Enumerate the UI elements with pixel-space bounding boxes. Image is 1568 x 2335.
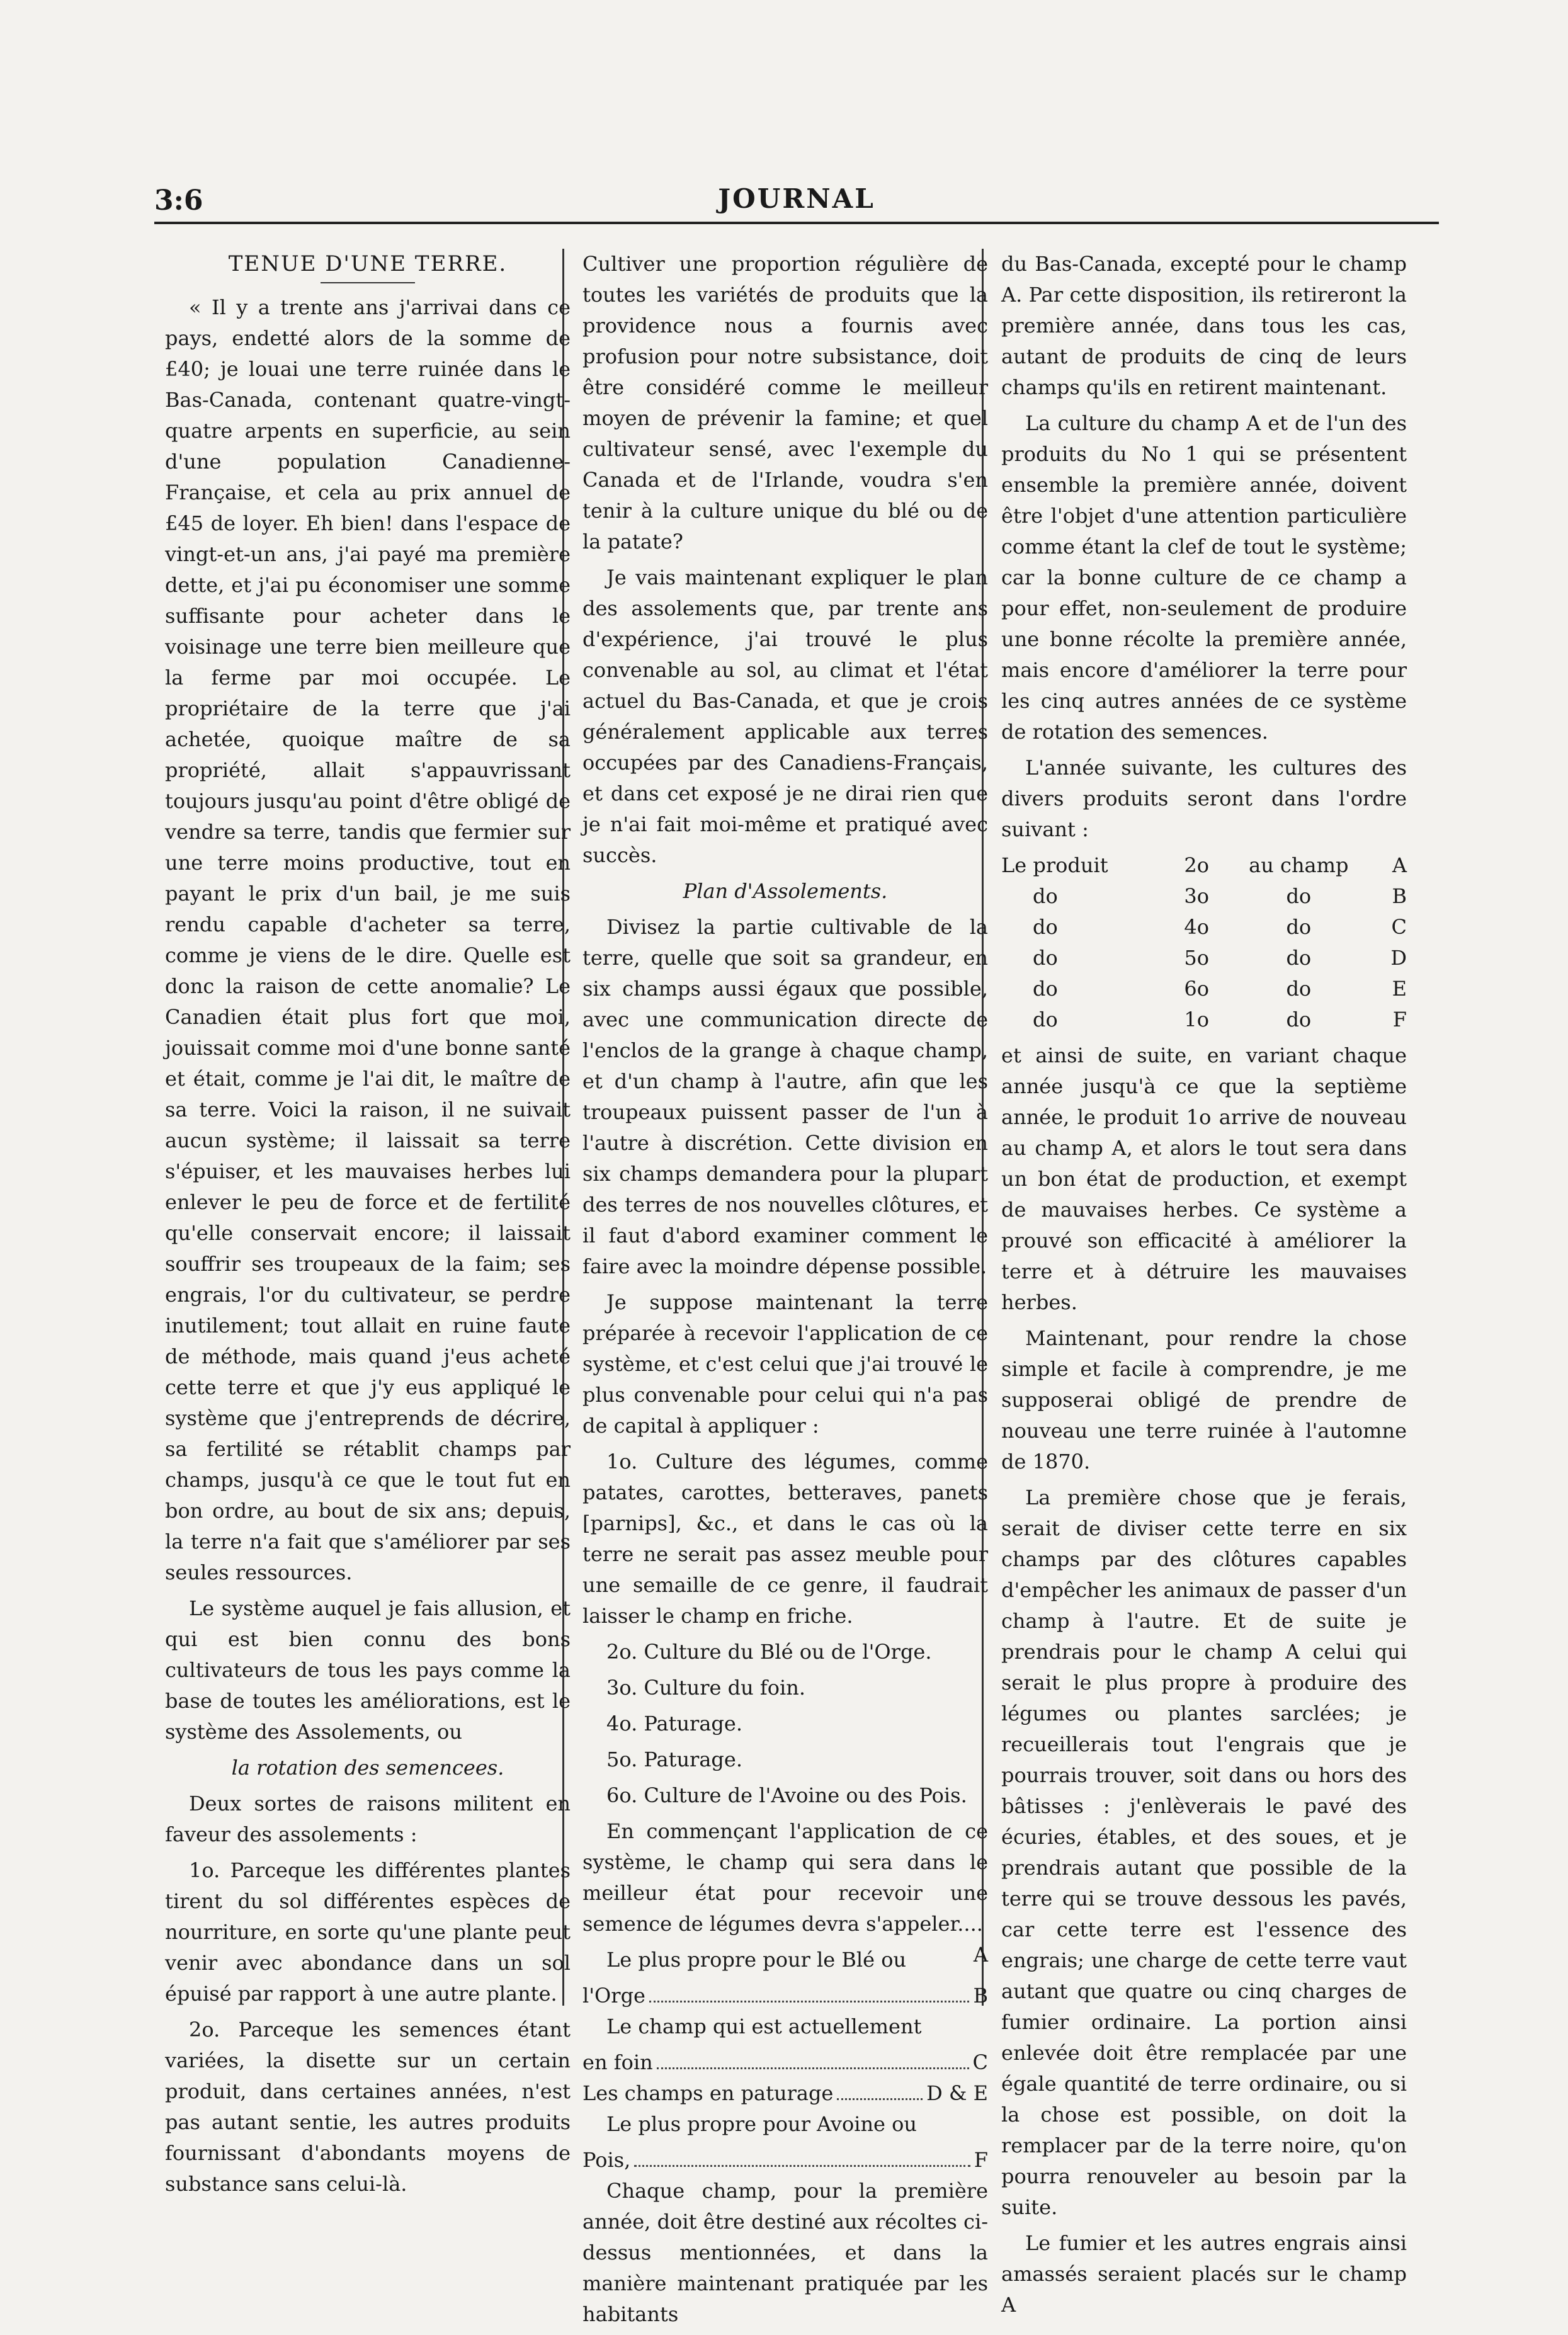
table-cell: F	[1392, 1008, 1407, 1031]
paragraph: Le fumier et les autres engrais ainsi amassés seraient placés sur le champ A	[1001, 2231, 1407, 2317]
leader-dots	[837, 2098, 923, 2100]
leader-dots	[649, 2001, 970, 2003]
column-3	[1001, 249, 1407, 2326]
leader-label: en foin	[582, 2050, 653, 2074]
table-cell: do	[1286, 977, 1312, 1001]
table-cell: 3o	[1184, 884, 1210, 908]
table-row	[1001, 974, 1407, 1004]
list-item: 1o. Culture des légumes, comme patates, carottes, betteraves, panets [parnips], &c., et dans le cas où la terre ne serait pas assez meuble pour une semaille de ce genre, il faudrait laisser le champ en friche.	[582, 1450, 988, 1628]
table-row	[1001, 881, 1407, 912]
paragraph: La première chose que je ferais, serait de diviser cette terre en six champs par des clôtures capables d'empêcher les animaux de passer d'un champ à l'autre. Et de suite je prendrais pour le champ A celui qui serait le plus propre à produire des légumes ou plantes sarclées; je recueillerais tout l'engrais que je pourrais trouver, soit dans ou hors des bâtisses : j'enlèverais le pavé des écuries, étables, et des soues, et je prendrais autant que possible de la terre qui se trouve dessous les pavés, car cette terre est l'essence des engrais; une charge de cette terre vaut autant que quatre ou cinq charges de fumier ordinaire. La portion ainsi enlevée doit être remplacée par une égale quantité de terre ordinaire, ou si la chose est possible, on doit la remplacer par de la terre noire, qu'on pourra renouveler au besoin par la suite.	[1001, 1486, 1407, 2219]
paragraph: Cultiver une proportion régulière de toutes les variétés de produits que la providence nous a fournis avec profusion pour notre subsistance, doit être considéré comme le meilleur moyen de prévenir la famine; et quel cultivateur sensé, avec l'exemple du Canada et de l'Irlande, voudra s'en tenir à la culture unique du blé ou de la patate?	[582, 252, 988, 554]
leader-line: Le plus propre pour Avoine ou	[606, 2112, 918, 2136]
field-key: B	[973, 1984, 988, 2008]
paragraph: L'année suivante, les cultures des divers produits seront dans l'ordre suivant :	[1001, 756, 1407, 841]
field-key: F	[974, 2148, 988, 2172]
section-subtitle: la rotation des semencees.	[231, 1756, 504, 1780]
table-cell: do	[1033, 977, 1058, 1001]
list-item: 3o. Culture du foin.	[606, 1676, 805, 1700]
table-cell: do	[1033, 915, 1058, 939]
leader-line	[582, 2047, 988, 2078]
table-cell: Le produit	[1001, 853, 1108, 877]
table-cell: do	[1286, 946, 1312, 970]
table-cell: do	[1286, 884, 1312, 908]
table-cell: D	[1390, 946, 1407, 970]
table-cell: au champ	[1249, 853, 1349, 877]
field-key: C	[972, 2050, 988, 2074]
running-title: JOURNAL	[718, 183, 875, 214]
field-key: D & E	[926, 2081, 988, 2105]
header-rule	[154, 222, 1439, 224]
table-cell: 4o	[1184, 915, 1210, 939]
paragraph: Le système auquel je fais allusion, et qui est bien connu des bons cultivateurs de tous les pays comme la base de toutes les améliorations, est le système des Assolements, ou	[165, 1596, 571, 1744]
table-cell: A	[1392, 853, 1407, 877]
leader-line: Le champ qui est actuellement	[606, 2014, 922, 2038]
table-cell: 1o	[1184, 1008, 1210, 1031]
table-cell: E	[1392, 977, 1407, 1001]
field-key: A	[973, 1943, 988, 1967]
list-item: 6o. Culture de l'Avoine ou des Pois.	[606, 1783, 967, 1807]
leader-dots	[634, 2165, 970, 2167]
table-cell: do	[1033, 1008, 1058, 1031]
leader-line	[582, 1980, 988, 2011]
title-rule	[321, 282, 415, 283]
article-title: TENUE D'UNE TERRE.	[228, 251, 508, 276]
leader-dots	[657, 2067, 969, 2069]
column-2	[582, 249, 988, 2335]
list-item: 4o. Paturage.	[606, 1712, 743, 1736]
paragraph: Divisez la partie cultivable de la terre, quelle que soit sa grandeur, en six champs aussi égaux que possible, avec une communication directe de l'enclos de la grange à chaque champ, et d'un champ à l'autre, afin que les troupeaux puissent passer de l'un à l'autre à discrétion. Cette division en six champs demandera pour la plupart des terres de nos nouvelles clôtures, et il faut d'abord examiner comment le faire avec la moindre dépense possible.	[582, 915, 988, 1278]
table-cell: do	[1033, 884, 1058, 908]
leader-label: l'Orge	[582, 1984, 645, 2008]
section-subtitle: Plan d'Assolements.	[683, 879, 888, 903]
paragraph: et ainsi de suite, en variant chaque année jusqu'à ce que la septième année, le produit 1o arrive de nouveau au champ A, et alors le tout sera dans un bon état de production, et exempt de mauvaises herbes. Ce système a prouvé son efficacité à améliorer la terre et à détruire les mauvaises herbes.	[1001, 1043, 1407, 1314]
table-row	[1001, 850, 1407, 881]
page-number: 3:6	[154, 185, 203, 217]
table-cell: do	[1286, 915, 1312, 939]
leader-label: Pois,	[582, 2148, 631, 2172]
leader-line	[582, 2078, 988, 2109]
list-item: 2o. Culture du Blé ou de l'Orge.	[606, 1640, 932, 1664]
paragraph: Deux sortes de raisons militent en faveur des assolements :	[165, 1792, 571, 1846]
table-cell: do	[1286, 1008, 1312, 1031]
table-row	[1001, 1004, 1407, 1035]
page-header	[154, 179, 1439, 217]
list-item: 5o. Paturage.	[606, 1747, 743, 1771]
paragraph: 2o. Parceque les semences étant variées, la disette sur un certain produit, dans certaines années, n'est pas autant sentie, les autres produits fournissant d'abondants moyens de substance sans celui-là.	[165, 2018, 571, 2196]
paragraph: « Il y a trente ans j'arrivai dans ce pays, endetté alors de la somme de £40; je louai une terre ruinée dans le Bas-Canada, contenant quatre-vingt-quatre arpents en superficie, au sein d'une population Canadienne-Française, et cela au prix annuel de £45 de loyer. Eh bien! dans l'espace de vingt-et-un ans, j'ai payé ma première dette, et j'ai pu économiser une somme suffisante pour acheter dans le voisinage une terre bien meilleure que la ferme par moi occupée. Le propriétaire de la terre que j'ai achetée, quoique maître de sa propriété, allait s'appauvrissant toujours jusqu'au point d'être obligé de vendre sa terre, tandis que fermier sur une terre moins productive, tout en payant le prix d'un bail, je me suis rendu capable d'acheter sa terre, comme je viens de le dire. Quelle est donc la raison de cette anomalie? Le Canadien était plus fort que moi, jouissait comme moi d'une bonne santé et était, comme je l'ai dit, le maître de sa terre. Voici la raison, il ne suivait aucun système; il laissait sa terre s'épuiser, et les mauvaises herbes lui enlever le peu de force et de fertilité qu'elle conservait encore; il laissait souffrir ses troupeaux de la faim; ses engrais, l'or du cultivateur, se perdre inutilement; tout allait en ruine faute de méthode, mais quand j'eus acheté cette terre et que j'y eus appliqué le système que j'entreprends de décrire, sa fertilité se rétablit champs par champs, jusqu'à ce que le tout fut en bon ordre, au bout de six ans; depuis, la terre n'a fait que s'améliorer par ses seules ressources.	[165, 295, 571, 1584]
paragraph-text: En commençant l'application de ce système, le champ qui sera dans le meilleur état pour recevoir une semence de légumes devra s'appeler....	[582, 1819, 988, 1936]
table-row	[1001, 912, 1407, 943]
table-cell: C	[1391, 915, 1407, 939]
leader-line	[582, 2145, 988, 2176]
paragraph: 1o. Parceque les différentes plantes tirent du sol différentes espèces de nourriture, en sorte qu'une plante peut venir avec abondance dans un sol épuisé par rapport à une autre plante.	[165, 1858, 571, 2006]
paragraph: Je vais maintenant expliquer le plan des assolements que, par trente ans d'expérience, j'ai trouvé le plus convenable au sol, au climat et l'état actuel du Bas-Canada, et que je crois généralement applicable aux terres occupées par des Canadiens-Français, et dans cet exposé je ne dirai rien que je n'ai fait moi-même et pratiqué avec succès.	[582, 565, 988, 867]
paragraph: du Bas-Canada, excepté pour le champ A. Par cette disposition, ils retireront la première année, dans tous les cas, autant de produits de cinq de leurs champs qu'ils en retirent maintenant.	[1001, 252, 1407, 399]
table-cell: B	[1392, 884, 1407, 908]
table-cell: do	[1033, 946, 1058, 970]
rotation-table	[1001, 850, 1407, 1035]
paragraph: Chaque champ, pour la première année, doit être destiné aux récoltes ci-dessus mentionnées, et dans la manière maintenant pratiquée par les habitants	[582, 2179, 988, 2326]
table-cell: 6o	[1184, 977, 1210, 1001]
table-cell: 5o	[1184, 946, 1210, 970]
paragraph: Je suppose maintenant la terre préparée à recevoir l'application de ce système, et c'est celui que j'ai trouvé le plus convenable pour celui qui n'a pas de capital à appliquer :	[582, 1290, 988, 1438]
leader-label: Les champs en paturage	[582, 2081, 834, 2105]
paragraph: Maintenant, pour rendre la chose simple et facile à comprendre, je me supposerai obligé de prendre de nouveau une terre ruinée à l'automne de 1870.	[1001, 1326, 1407, 1474]
leader-line: Le plus propre pour le Blé ou	[606, 1948, 907, 1972]
paragraph: La culture du champ A et de l'un des produits du No 1 qui se présentent ensemble la première année, doivent être l'objet d'une attention particulière comme étant la clef de tout le système; car la bonne culture de ce champ a pour effet, non-seulement de produire une bonne récolte la première année, mais encore d'améliorer la terre pour les cinq autres années de ce système de rotation des semences.	[1001, 411, 1407, 744]
table-row	[1001, 943, 1407, 974]
column-1	[165, 249, 571, 2205]
table-cell: 2o	[1184, 853, 1210, 877]
